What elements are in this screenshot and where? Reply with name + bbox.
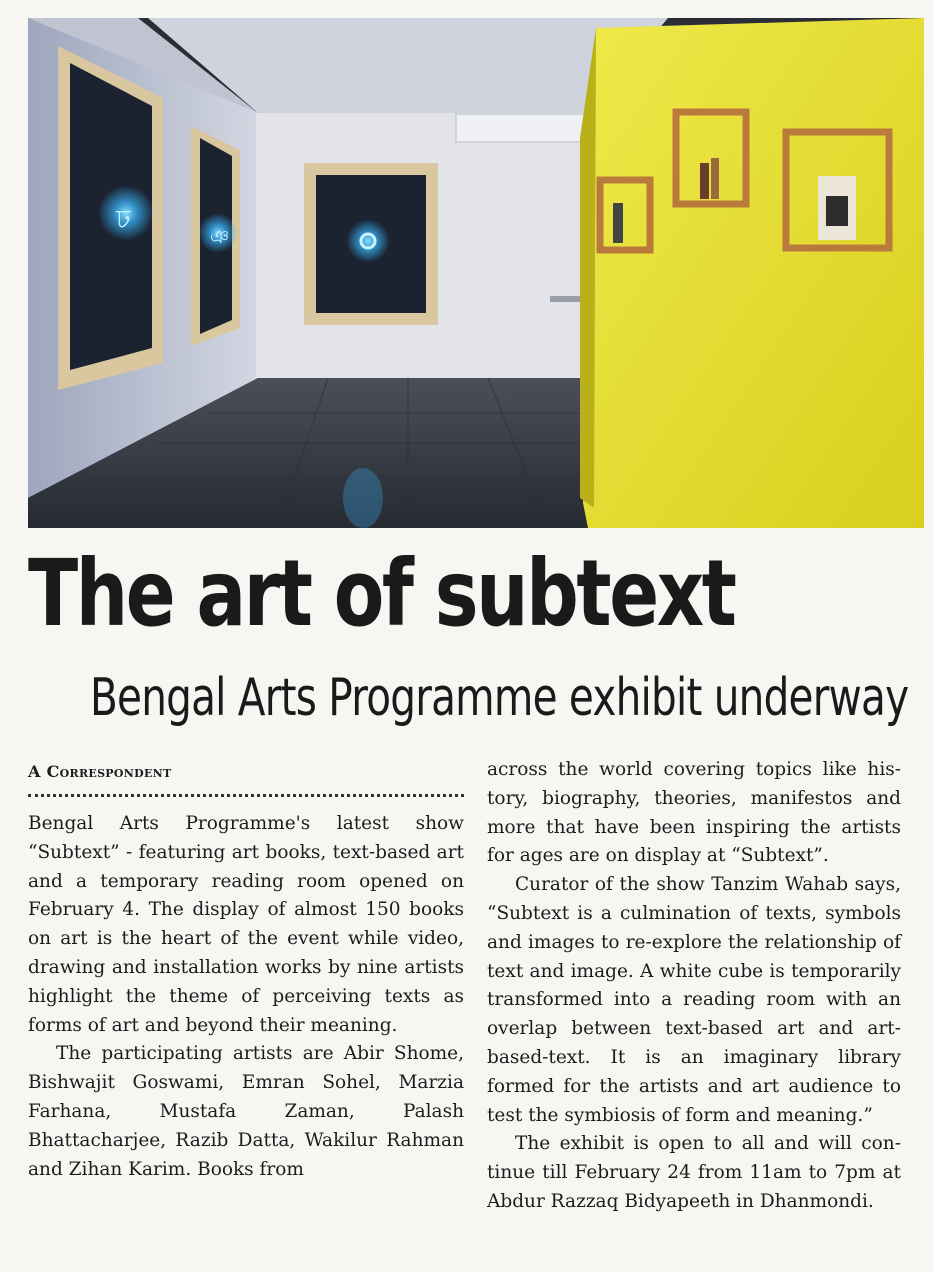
column-left <box>28 758 464 1184</box>
headline: The art of subtext <box>28 540 735 647</box>
yellow-panel <box>583 18 924 528</box>
paragraph: across the world covering topics like history, biography, theories, manifestos and more that have been inspiring the artists for ages are on display at “Subtext”. <box>487 759 901 867</box>
svg-text:ঞ: ঞ <box>210 227 230 248</box>
column-right <box>487 756 901 1217</box>
artwork-frame-3 <box>304 163 438 325</box>
artwork-frame-1 <box>58 46 163 390</box>
byline: A Correspondent <box>28 762 172 781</box>
paragraph: The exhibit is open to all and will continue till February 24 from 11am to 7pm at Abdur Razzaq Bidyapeeth in Dhanmondi. <box>487 1133 901 1212</box>
paragraph: Curator of the show Tanzim Wahab says, “Subtext is a culmination of texts, symbols and images to re-explore the relationship of text and image. A white cube is temporarily transformed into a reading room with an overlap between text-based art and art-based-text. It is an imaginary library formed for the artists and art audience to test the symbiosis of form and meaning.” <box>487 874 901 1126</box>
artwork-frame-2 <box>191 126 240 346</box>
paragraph: Bengal Arts Programme's latest show “Subtext” - featuring art books, text-based art and a temporary reading room opened on February 4. The display of almost 150 books on art is the heart of the event while video, drawing and installation works by nine artists highlight the theme of perceiving texts as forms of art and beyond their meaning. <box>28 813 464 1036</box>
subheadline: Bengal Arts Programme exhibit underway <box>90 668 909 728</box>
dotted-divider <box>28 794 464 797</box>
exhibition-photo <box>28 18 924 528</box>
paragraph: The participating artists are Abir Shome, Bishwajit Goswami, Emran Sohel, Marzia Farhana, Mustafa Zaman, Palash Bhattacharjee, Razib Datta, Wakilur Rahman and Zihan Karim. Books from <box>28 1043 464 1180</box>
svg-text:ঢ: ঢ <box>116 205 131 235</box>
